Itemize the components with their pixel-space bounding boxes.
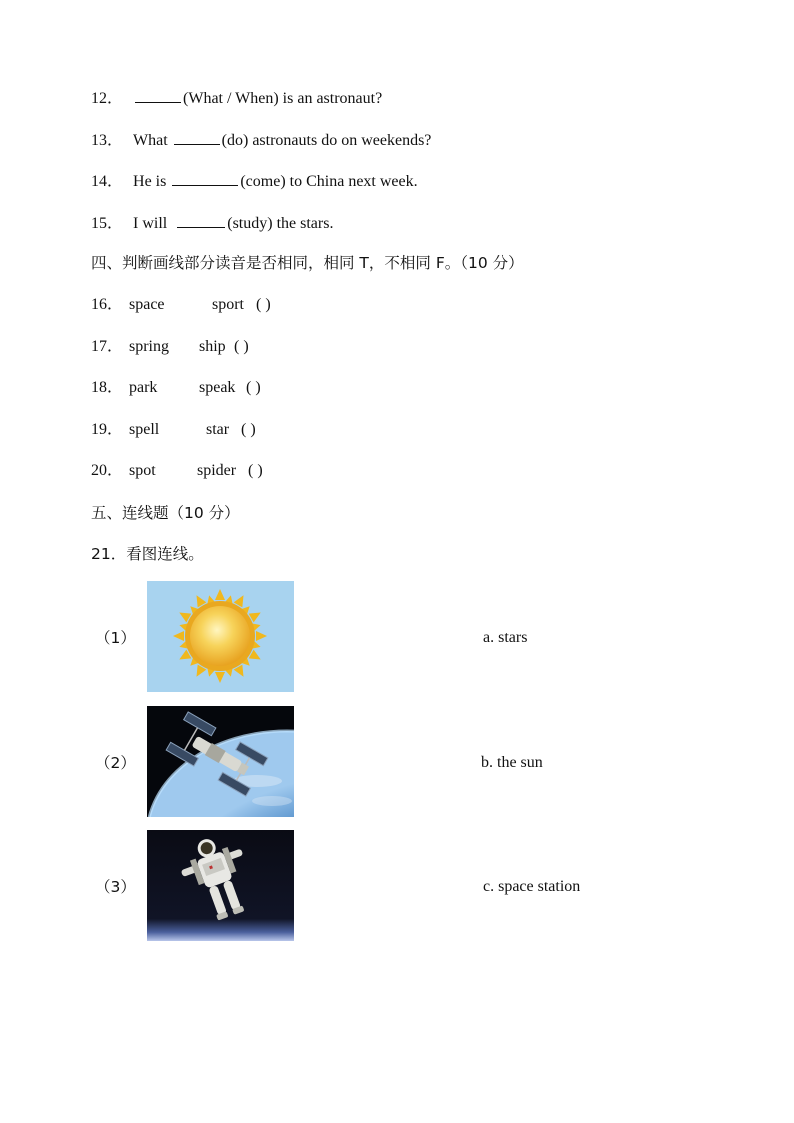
- section-4-title: 四、判断画线部分读音是否相同，相同 T，不相同 F。（10 分）: [91, 254, 524, 272]
- question-number: 20．: [91, 462, 124, 479]
- word-1: spell: [129, 421, 160, 438]
- match-right-label: c. space station: [483, 878, 581, 895]
- question-prefix: What: [133, 132, 168, 149]
- word-2: sport: [212, 296, 244, 313]
- word-1: spring: [129, 338, 169, 355]
- question-number: 18．: [91, 379, 124, 396]
- question-14: [91, 169, 418, 191]
- answer-parentheses[interactable]: ( ): [246, 379, 261, 396]
- answer-blank[interactable]: [177, 211, 225, 228]
- match-left-label: （1）: [95, 629, 136, 647]
- match-left-label: （2）: [95, 754, 136, 772]
- answer-blank[interactable]: [135, 86, 181, 103]
- question-number: 14．: [91, 173, 124, 190]
- answer-parentheses[interactable]: ( ): [241, 421, 256, 438]
- question-number: 15．: [91, 215, 124, 232]
- question-number: 16．: [91, 296, 124, 313]
- question-21: 21．看图连线。: [91, 545, 204, 563]
- question-number: 13．: [91, 132, 124, 149]
- answer-blank[interactable]: [172, 169, 238, 186]
- word-2: spider: [197, 462, 237, 479]
- phonics-row: [91, 419, 256, 441]
- question-12: [91, 86, 382, 108]
- space-station-image[interactable]: [147, 706, 294, 817]
- phonics-row: [91, 336, 249, 358]
- word-2: star: [206, 421, 230, 438]
- answer-parentheses[interactable]: ( ): [256, 296, 271, 313]
- question-number: 12．: [91, 90, 124, 107]
- word-1: space: [129, 296, 165, 313]
- word-1: spot: [129, 462, 156, 479]
- word-1: park: [129, 379, 158, 396]
- question-text: (do) astronauts do on weekends?: [221, 132, 432, 149]
- match-left-label: （3）: [95, 878, 136, 896]
- answer-blank[interactable]: [174, 128, 220, 145]
- question-number: 17．: [91, 338, 124, 355]
- question-15: [91, 211, 333, 233]
- word-2: ship: [199, 338, 226, 355]
- phonics-row: [91, 377, 261, 399]
- question-text: (come) to China next week.: [240, 173, 418, 190]
- answer-parentheses[interactable]: ( ): [248, 462, 263, 479]
- match-right-label: a. stars: [483, 629, 528, 646]
- question-13: [91, 128, 431, 150]
- question-text: (study) the stars.: [227, 215, 334, 232]
- section-5-title: 五、连线题（10 分）: [91, 504, 240, 522]
- question-prefix: I will: [133, 215, 168, 232]
- astronaut-image[interactable]: [147, 830, 294, 941]
- match-right-label: b. the sun: [481, 754, 543, 771]
- sun-image[interactable]: [147, 581, 294, 692]
- question-prefix: He is: [133, 173, 167, 190]
- word-2: speak: [199, 379, 236, 396]
- question-number: 19．: [91, 421, 124, 438]
- answer-parentheses[interactable]: ( ): [234, 338, 249, 355]
- phonics-row: [91, 294, 271, 316]
- question-text: (What / When) is an astronaut?: [183, 90, 383, 107]
- phonics-row: [91, 460, 263, 482]
